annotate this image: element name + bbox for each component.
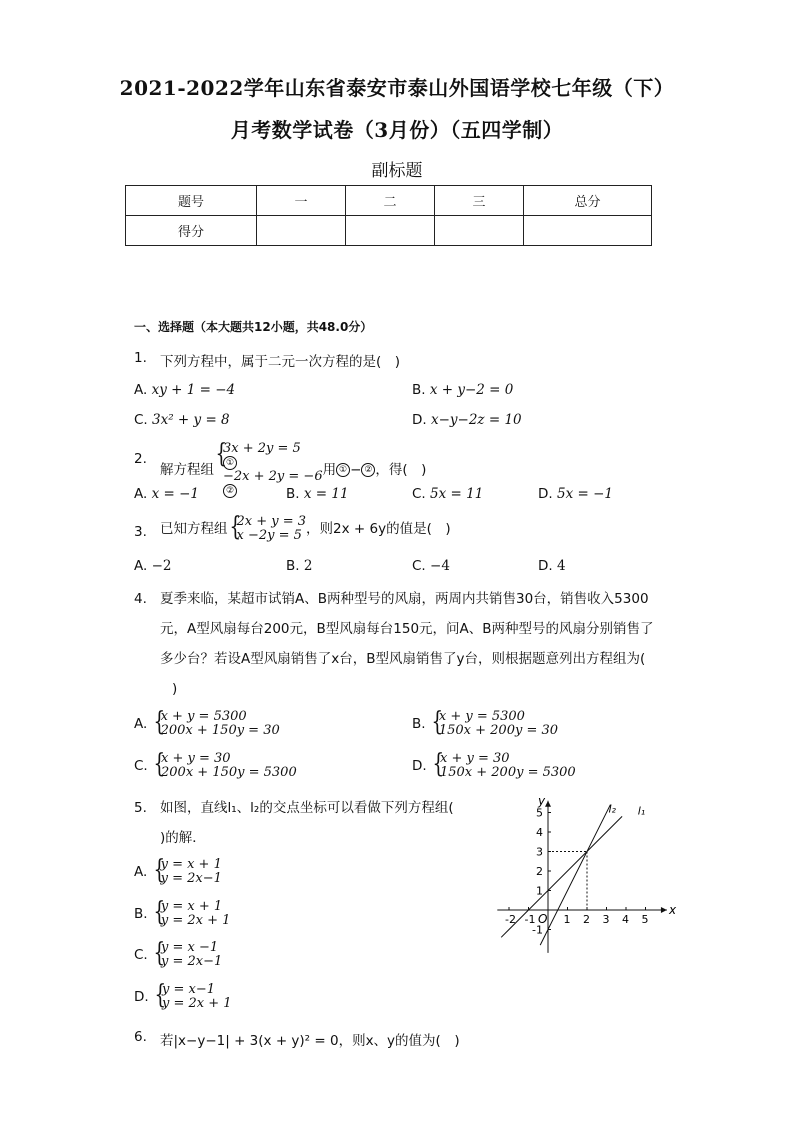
option-label: B.	[286, 558, 300, 574]
question-stem	[160, 793, 480, 853]
option-label: B.	[412, 716, 426, 732]
stem-text: −	[350, 462, 362, 478]
option-label: D.	[538, 558, 553, 574]
x-tick-label: 4	[622, 913, 629, 926]
x-tick-label: -2	[505, 913, 516, 926]
option-c[interactable]	[134, 752, 297, 780]
option-label: D.	[538, 486, 553, 502]
equation-system	[153, 983, 232, 1011]
option-d[interactable]	[538, 558, 566, 574]
equation: { y = x−1	[161, 982, 215, 997]
option-b[interactable]	[134, 900, 230, 928]
score-cell[interactable]	[435, 216, 524, 246]
question-stem	[160, 515, 451, 543]
option-expr: 2	[303, 558, 313, 574]
option-label: B.	[286, 486, 300, 502]
option-expr: 5x = −1	[556, 486, 613, 502]
x-tick-label: 1	[563, 913, 571, 926]
option-a[interactable]	[134, 710, 280, 738]
y-tick-label: 2	[536, 865, 543, 878]
question-number: 1.	[134, 350, 147, 366]
y-tick-label: 3	[536, 845, 543, 859]
equation: y = 2x−1	[161, 954, 223, 969]
equation: { x + y = 5300	[438, 709, 525, 724]
option-c[interactable]	[412, 558, 450, 574]
option-label: C.	[134, 947, 148, 963]
page-title-line1: 2021-2022学年山东省泰安市泰山外国语学校七年级（下）	[119, 76, 675, 100]
option-c[interactable]	[134, 412, 230, 428]
option-label: A.	[134, 716, 148, 732]
stem-line: 元，A型风扇每台200元，B型风扇每台150元，问A、B两种型号的风扇分别销售了	[160, 621, 654, 637]
option-expr: −4	[430, 558, 450, 574]
line-l2	[540, 805, 610, 945]
equation: y = 2x + 1	[160, 913, 231, 928]
option-expr: x−y−2z = 10	[430, 412, 522, 428]
option-d[interactable]	[134, 983, 232, 1011]
line-label-l1: l₁	[637, 804, 646, 818]
stem-text: ，则2x + 6y的值是( )	[306, 521, 451, 537]
equation: { 3x + 2y = 5	[223, 441, 301, 456]
equation: { x + y = 30	[161, 751, 231, 766]
option-label: C.	[134, 758, 148, 774]
equation: 150x + 200y = 30	[438, 723, 559, 738]
x-tick-label: 2	[583, 913, 590, 926]
score-row-label: 得分	[126, 216, 257, 246]
equation: y = 2x−1	[160, 871, 222, 886]
stem-line: 多少台？若设A型风扇销售了x台，B型风扇销售了y台，则根据题意列出方程组为(	[160, 651, 646, 667]
equation: y = 2x + 1	[161, 996, 232, 1011]
question-stem: 若|x−y−1| + 3(x + y)² = 0，则x、y的值为( )	[160, 1033, 460, 1049]
option-expr: 5x = 11	[430, 486, 484, 502]
option-label: A.	[134, 864, 148, 880]
x-axis-label: x	[668, 903, 677, 917]
option-expr: −2	[151, 558, 172, 574]
equation-system	[152, 710, 280, 738]
score-cell[interactable]	[524, 216, 652, 246]
option-b[interactable]	[412, 382, 513, 398]
question-number: 3.	[134, 524, 147, 540]
option-expr: x = −1	[151, 486, 200, 502]
equation-system	[228, 515, 307, 543]
equation: { y = x −1	[161, 940, 219, 955]
option-expr: xy + 1 = −4	[151, 382, 236, 398]
option-a[interactable]	[134, 558, 172, 574]
stem-line: )	[172, 681, 178, 697]
equation-system	[152, 900, 231, 928]
equation-system	[152, 752, 297, 780]
equation: −2x + 2y = −6	[223, 469, 323, 484]
page-title-line2: 月考数学试卷（3月份）（五四学制）	[230, 118, 564, 142]
score-header-cell: 二	[346, 186, 435, 216]
equation: 200x + 150y = 5300	[161, 765, 297, 780]
option-label: A.	[134, 382, 148, 398]
option-b[interactable]	[286, 486, 349, 502]
stem-line: )的解．	[160, 830, 206, 846]
stem-line: 夏季来临，某超市试销A、B两种型号的风扇，两周内共销售30台，销售收入5300	[160, 591, 649, 607]
score-header-cell: 题号	[126, 186, 257, 216]
equation: { y = x + 1	[160, 857, 222, 872]
option-a[interactable]	[134, 382, 235, 398]
option-d[interactable]	[412, 752, 576, 780]
option-b[interactable]	[412, 710, 558, 738]
option-d[interactable]	[538, 486, 613, 502]
score-header-cell: 一	[257, 186, 346, 216]
option-expr: 4	[556, 558, 566, 574]
origin-label: O	[538, 912, 548, 926]
y-tick-label: 1	[536, 884, 543, 898]
question-number: 2.	[134, 451, 147, 467]
stem-text: 已知方程组	[160, 521, 228, 537]
option-label: D.	[134, 989, 149, 1005]
y-tick-label: 4	[536, 826, 543, 839]
circle-mark: ①	[336, 463, 350, 477]
score-table-header-row	[126, 186, 652, 216]
option-label: A.	[134, 558, 148, 574]
question-stem: 下列方程中，属于二元一次方程的是( )	[160, 354, 401, 370]
score-table	[125, 185, 652, 246]
option-b[interactable]	[286, 558, 312, 574]
equation: { x + y = 30	[439, 751, 510, 766]
y-tick-label: -1	[532, 923, 543, 937]
score-header-cell: 三	[435, 186, 524, 216]
x-axis-arrow	[661, 907, 667, 913]
score-table-row	[126, 216, 652, 246]
option-label: C.	[412, 558, 426, 574]
option-label: D.	[412, 758, 427, 774]
circle-mark: ①	[223, 456, 237, 470]
score-header-cell: 总分	[524, 186, 652, 216]
option-label: B.	[134, 906, 148, 922]
stem-text: ，得( )	[375, 462, 427, 478]
equation-system	[430, 710, 558, 738]
equation: { y = x + 1	[160, 899, 223, 914]
circle-mark: ②	[361, 463, 375, 477]
line-label-l2: l₂	[608, 802, 616, 816]
option-a[interactable]	[134, 486, 199, 502]
x-tick-label: 5	[641, 913, 649, 926]
y-axis-arrow	[545, 801, 551, 807]
equation: { 2x + y = 3	[236, 514, 307, 529]
option-label: B.	[412, 382, 426, 398]
score-cell[interactable]	[257, 216, 346, 246]
stem-text: 用	[322, 462, 337, 478]
option-expr: x + y−2 = 0	[429, 382, 514, 398]
y-tick-label: 5	[536, 806, 543, 820]
equation: 150x + 200y = 5300	[439, 765, 576, 780]
option-c[interactable]	[134, 941, 222, 969]
option-a[interactable]	[134, 858, 222, 886]
option-expr: 3x² + y = 8	[152, 412, 230, 428]
equation-system	[152, 858, 222, 886]
option-label: C.	[134, 412, 148, 428]
equation: { x + y = 5300	[160, 709, 247, 724]
option-d[interactable]	[412, 412, 522, 428]
coordinate-graph	[490, 790, 677, 960]
question-number: 6.	[134, 1029, 147, 1045]
option-expr: x = 11	[303, 486, 349, 502]
option-c[interactable]	[412, 486, 483, 502]
option-label: A.	[134, 486, 148, 502]
equation-system	[431, 752, 576, 780]
option-label: D.	[412, 412, 427, 428]
score-cell[interactable]	[346, 216, 435, 246]
question-stem	[160, 584, 670, 704]
y-axis-label: y	[538, 793, 546, 808]
x-tick-label: 3	[602, 913, 610, 926]
page-subtitle: 副标题	[371, 161, 423, 181]
circle-mark: ②	[223, 484, 237, 498]
equation: 200x + 150y = 30	[160, 723, 280, 738]
equation-system	[152, 941, 222, 969]
section-title: 一、选择题（本大题共12小题，共48.0分）	[134, 320, 373, 334]
equation: x −2y = 5	[236, 528, 302, 543]
option-label: C.	[412, 486, 426, 502]
question-number: 4.	[134, 591, 147, 607]
stem-line: 如图，直线l₁、l₂的交点坐标可以看做下列方程组(	[160, 800, 454, 816]
x-tick-label: -1	[524, 913, 536, 926]
stem-text: 解方程组	[160, 462, 214, 478]
question-number: 5.	[134, 800, 147, 816]
